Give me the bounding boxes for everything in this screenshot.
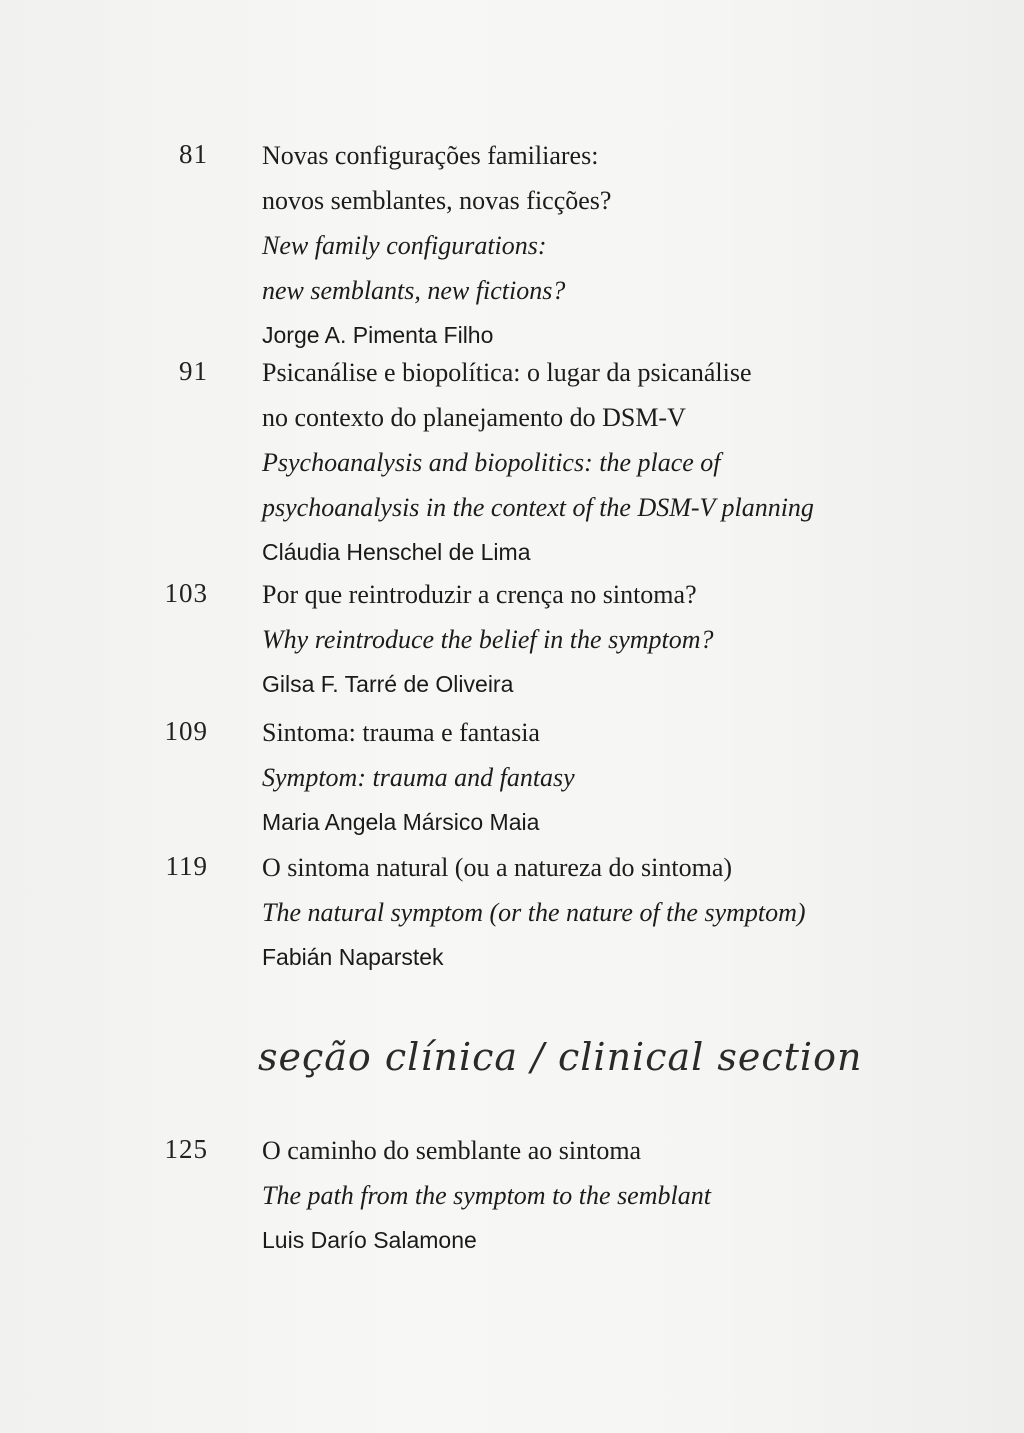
- toc-entry-text: [262, 572, 962, 707]
- toc-title-pt: O caminho do semblante ao sintoma: [262, 1136, 642, 1165]
- toc-title-en: The path from the symptom to the semblant: [262, 1181, 711, 1210]
- toc-entry-text: [262, 133, 962, 358]
- toc-title-pt: no contexto do planejamento do DSM-V: [262, 403, 686, 432]
- toc-author: Cláudia Henschel de Lima: [262, 539, 531, 565]
- toc-title-pt: Novas configurações familiares:: [262, 141, 599, 170]
- toc-title-en: psychoanalysis in the context of the DSM-V planning: [262, 493, 814, 522]
- toc-author: Jorge A. Pimenta Filho: [262, 322, 494, 348]
- section-heading: seção clínica / clinical section: [258, 1035, 863, 1079]
- toc-title-en: New family configurations:: [262, 231, 547, 260]
- toc-title-en: Why reintroduce the belief in the symptom?: [262, 625, 714, 654]
- toc-title-en: The natural symptom (or the nature of the symptom): [262, 898, 806, 927]
- toc-title-en: new semblants, new fictions?: [262, 276, 566, 305]
- toc-author: Fabián Naparstek: [262, 944, 444, 970]
- toc-page-number: 81: [179, 139, 208, 169]
- toc-title-pt: Psicanálise e biopolítica: o lugar da psicanálise: [262, 358, 752, 387]
- toc-author: Luis Darío Salamone: [262, 1227, 477, 1253]
- toc-entry-text: [262, 350, 962, 575]
- toc-title-pt: Sintoma: trauma e fantasia: [262, 718, 540, 747]
- toc-page-number: 119: [165, 851, 208, 881]
- toc-page-number: 103: [164, 578, 208, 608]
- toc-title-pt: O sintoma natural (ou a natureza do sintoma): [262, 853, 733, 882]
- toc-page-number: 91: [179, 356, 208, 386]
- toc-entry-text: [262, 845, 962, 980]
- toc-author: Maria Angela Mársico Maia: [262, 809, 540, 835]
- toc-title-pt: Por que reintroduzir a crença no sintoma?: [262, 580, 697, 609]
- toc-page-number: 109: [164, 716, 208, 746]
- toc-entry-text: [262, 1128, 962, 1263]
- toc-author: Gilsa F. Tarré de Oliveira: [262, 671, 514, 697]
- toc-title-en: Symptom: trauma and fantasy: [262, 763, 575, 792]
- toc-title-pt: novos semblantes, novas ficções?: [262, 186, 612, 215]
- toc-entry-text: [262, 710, 962, 845]
- toc-page-number: 125: [164, 1134, 208, 1164]
- toc-title-en: Psychoanalysis and biopolitics: the place of: [262, 448, 721, 477]
